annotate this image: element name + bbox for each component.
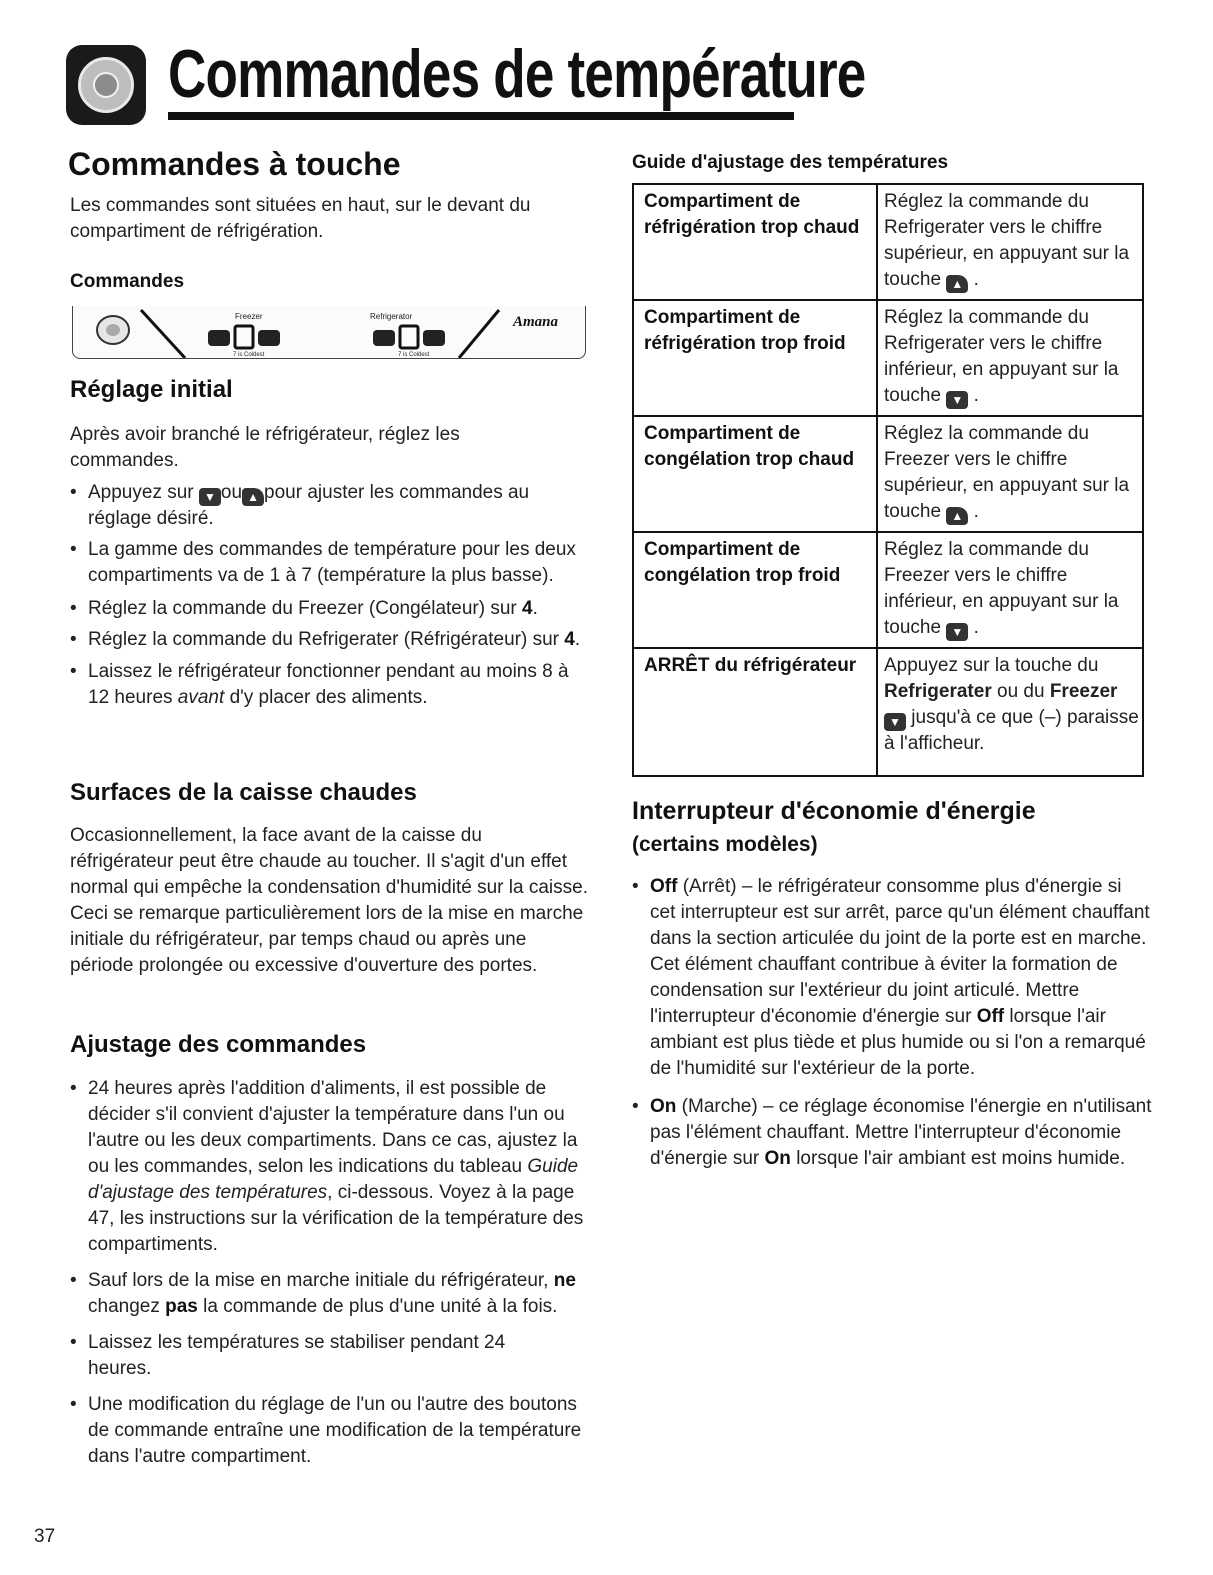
energy-saver-subheading: (certains modèles) bbox=[632, 833, 818, 856]
list-item: • Appuyez sur ▼ ou ▲ pour ajuster les commandes au réglage désiré. bbox=[70, 480, 590, 532]
panel-freezer-label: Freezer bbox=[235, 312, 263, 321]
control-panel-illustration bbox=[72, 306, 586, 359]
table-row bbox=[633, 532, 1143, 648]
refrigerator-digit-display bbox=[400, 326, 418, 348]
table-row bbox=[633, 184, 1143, 300]
energy-saver-dial-center bbox=[106, 324, 120, 336]
up-arrow-key-icon: ▲ bbox=[946, 275, 968, 293]
list-item: • On (Marche) – ce réglage économise l'énergie en n'utilisant pas l'élément chauffant. Mettre l'interrupteur d'économie d'énergie sur On lorsque l'air ambiant est moins humide. bbox=[632, 1094, 1152, 1172]
temperature-dial-icon bbox=[66, 45, 146, 125]
section-title-commandes-a-touche: Commandes à touche bbox=[68, 146, 401, 182]
list-item: • Off (Arrêt) – le réfrigérateur consomme plus d'énergie si cet interrupteur est sur arrêt, parce qu'un élément chauffant dans la section articulée du joint de la porte est en marche. Cet élément chauffant contribue à éviter la formation de condensation sur l'extérieur du joint articulé. Mettre l'interrupteur d'économie d'énergie sur Off lorsque l'air ambiant est plus tiède et plus humide ou si l'on a remarqué de l'humidité sur l'extérieur de la porte. bbox=[632, 874, 1152, 1082]
down-arrow-key-icon: ▼ bbox=[946, 391, 968, 409]
list-item: • Laissez le réfrigérateur fonctionner pendant au moins 8 à 12 heures avant d'y placer des aliments. bbox=[70, 659, 590, 711]
panel-divider-left bbox=[141, 310, 185, 358]
initial-setting-intro: Après avoir branché le réfrigérateur, réglez les commandes. bbox=[70, 424, 460, 471]
down-arrow-key-icon: ▼ bbox=[199, 488, 221, 506]
table-cell-action: Réglez la commande du Refrigerater vers le chiffre inférieur, en appuyant sur la touche ▼ . bbox=[877, 300, 1143, 416]
freezer-digit-display bbox=[235, 326, 253, 348]
table-cell-condition: ARRÊT du réfrigérateur bbox=[633, 648, 877, 776]
table-cell-action: Réglez la commande du Freezer vers le chiffre supérieur, en appuyant sur la touche ▲ . bbox=[877, 416, 1143, 532]
title-underline bbox=[168, 112, 794, 120]
table-row bbox=[633, 648, 1143, 776]
panel-refrigerator-coldest: 7 is Coldest bbox=[398, 352, 430, 358]
controls-heading: Commandes bbox=[70, 271, 185, 292]
refrigerator-down-key-icon bbox=[373, 330, 395, 346]
table-cell-condition: Compartiment de congélation trop froid bbox=[633, 532, 877, 648]
table-cell-action: Réglez la commande du Refrigerater vers le chiffre supérieur, en appuyant sur la touche ▲ . bbox=[877, 184, 1143, 300]
adjust-controls-list bbox=[70, 1076, 590, 1470]
initial-setting-list bbox=[70, 480, 590, 711]
list-item: • 24 heures après l'addition d'aliments, il est possible de décider s'il convient d'ajuster la température dans l'un ou l'autre ou les deux compartiments. Dans ce cas, ajustez la ou les commandes, selon les indications du tableau Guide d'ajustage des températures, ci-dessous. Voyez à la page 47, les instructions sur la vérification de la température des compartiments. bbox=[70, 1076, 590, 1258]
page-title: Commandes de température bbox=[168, 36, 866, 112]
list-item: • Laissez les températures se stabiliser pendant 24 heures. bbox=[70, 1330, 568, 1382]
initial-setting-heading: Réglage initial bbox=[70, 376, 233, 403]
table-cell-condition: Compartiment de réfrigération trop chaud bbox=[633, 184, 877, 300]
freezer-down-key-icon bbox=[208, 330, 230, 346]
adjustment-guide-heading: Guide d'ajustage des températures bbox=[632, 152, 949, 173]
warm-surfaces-heading: Surfaces de la caisse chaudes bbox=[70, 779, 417, 806]
table-cell-action: Appuyez sur la touche du Refrigerater ou du Freezer ▼ jusqu'à ce que (–) paraisse à l'afficheur. bbox=[877, 648, 1143, 776]
adjust-controls-heading: Ajustage des commandes bbox=[70, 1031, 367, 1058]
list-item: • Une modification du réglage de l'un ou l'autre des boutons de commande entraîne une modification de la température dans l'autre compartiment. bbox=[70, 1392, 590, 1470]
table-cell-condition: Compartiment de congélation trop chaud bbox=[633, 416, 877, 532]
up-arrow-key-icon: ▲ bbox=[946, 507, 968, 525]
adjustment-guide-table bbox=[632, 183, 1144, 777]
table-row bbox=[633, 416, 1143, 532]
up-arrow-key-icon: ▲ bbox=[242, 488, 264, 506]
down-arrow-key-icon: ▼ bbox=[884, 713, 906, 731]
control-panel-graphic bbox=[73, 306, 585, 358]
panel-brand-logo: Amana bbox=[513, 314, 559, 330]
list-item: • Réglez la commande du Refrigerater (Réfrigérateur) sur 4. bbox=[70, 629, 590, 651]
panel-divider-right bbox=[459, 310, 499, 358]
table-cell-action: Réglez la commande du Freezer vers le chiffre inférieur, en appuyant sur la touche ▼ . bbox=[877, 532, 1143, 648]
refrigerator-up-key-icon bbox=[423, 330, 445, 346]
panel-freezer-coldest: 7 is Coldest bbox=[233, 352, 265, 358]
list-item: • Sauf lors de la mise en marche initiale du réfrigérateur, ne changez pas la commande de plus d'une unité à la fois. bbox=[70, 1268, 590, 1320]
warm-surfaces-paragraph: Occasionnellement, la face avant de la caisse du réfrigérateur peut être chaude au toucher. Il s'agit d'un effet normal qui empêche la condensation d'humidité sur la caisse. Ceci se remarque particulièrement lors de la mise en marche initiale du réfrigérateur, par temps chaud ou après une période prolongée ou excessive d'ouverture des portes. bbox=[70, 825, 588, 976]
energy-saver-heading: Interrupteur d'économie d'énergie bbox=[632, 797, 1036, 825]
page-number: 37 bbox=[34, 1526, 56, 1547]
energy-saver-list bbox=[632, 874, 1152, 1172]
intro-paragraph: Les commandes sont situées en haut, sur le devant du compartiment de réfrigération. bbox=[70, 195, 531, 242]
table-cell-condition: Compartiment de réfrigération trop froid bbox=[633, 300, 877, 416]
table-row bbox=[633, 300, 1143, 416]
list-item: • Réglez la commande du Freezer (Congélateur) sur 4. bbox=[70, 596, 590, 622]
down-arrow-key-icon: ▼ bbox=[946, 623, 968, 641]
freezer-up-key-icon bbox=[258, 330, 280, 346]
panel-refrigerator-label: Refrigerator bbox=[370, 312, 413, 321]
list-item: • La gamme des commandes de température pour les deux compartiments va de 1 à 7 (température la plus basse). bbox=[70, 537, 590, 589]
